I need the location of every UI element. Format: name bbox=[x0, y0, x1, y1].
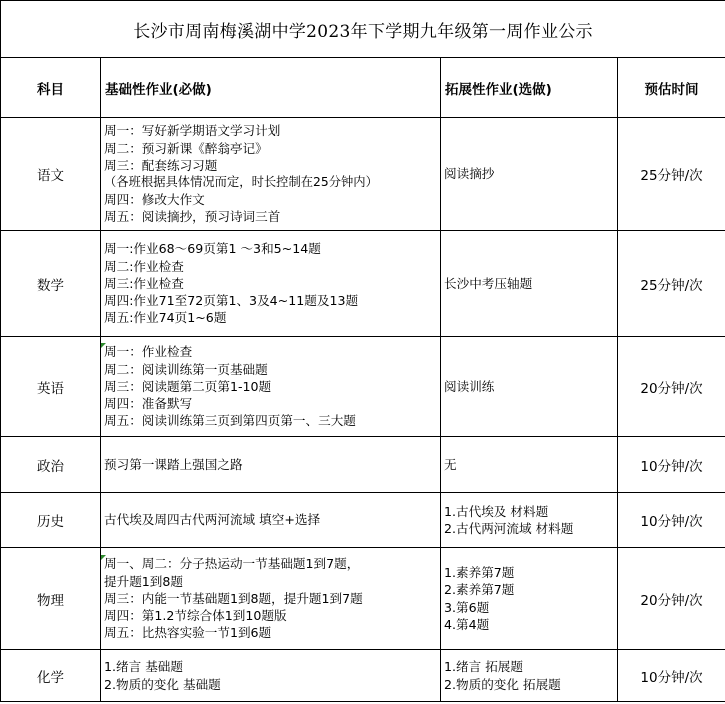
header-extended: 拓展性作业(选做) bbox=[441, 58, 618, 118]
extended-line: 4.第4题 bbox=[444, 616, 490, 632]
subject-cell: 历史 bbox=[1, 493, 101, 548]
title-row bbox=[1, 1, 725, 58]
basic-line: （各班根据具体情况而定，时长控制在25分钟内） bbox=[104, 175, 378, 189]
basic-line: 周四：第1.2节综合体1到10题版 bbox=[104, 608, 287, 624]
extended-homework-cell bbox=[441, 118, 618, 231]
subject-cell: 政治 bbox=[1, 437, 101, 493]
extended-line: 1.绪言 拓展题 bbox=[444, 659, 523, 675]
basic-line: 周一：写好新学期语文学习计划 bbox=[104, 123, 281, 139]
extended-line: 1.古代埃及 材料题 bbox=[444, 503, 549, 519]
basic-line: 周二：阅读训练第一页基础题 bbox=[104, 361, 268, 377]
table-row bbox=[1, 650, 725, 702]
extended-homework-cell bbox=[441, 437, 618, 493]
basic-line: 1.绪言 基础题 bbox=[104, 659, 183, 675]
basic-line: 周四：准备默写 bbox=[104, 396, 193, 412]
extended-line: 2.素养第7题 bbox=[444, 582, 515, 598]
time-cell: 10分钟/次 bbox=[618, 437, 725, 493]
extended-line: 阅读训练 bbox=[444, 378, 495, 394]
basic-line: 周三：配套练习习题 bbox=[104, 157, 218, 173]
basic-line: 预习第一课踏上强国之路 bbox=[104, 456, 243, 472]
basic-homework-cell bbox=[101, 650, 441, 702]
basic-line: 周五：阅读训练第三页到第四页第一、三大题 bbox=[104, 413, 356, 429]
basic-line: 周四：修改大作文 bbox=[104, 192, 205, 208]
basic-line: 周二:作业检查 bbox=[104, 258, 184, 274]
table-row bbox=[1, 337, 725, 437]
basic-homework-cell bbox=[101, 437, 441, 493]
extended-line: 长沙中考压轴题 bbox=[444, 275, 533, 291]
table-row bbox=[1, 118, 725, 231]
basic-line: 周一:作业68～69页第1 ～3和5~14题 bbox=[104, 241, 321, 257]
subject-cell: 数学 bbox=[1, 231, 101, 337]
extended-homework-cell bbox=[441, 337, 618, 437]
header-subject: 科目 bbox=[1, 58, 101, 118]
time-cell: 10分钟/次 bbox=[618, 650, 725, 702]
basic-homework-cell bbox=[101, 231, 441, 337]
basic-line: 周三：阅读题第二页第1-10题 bbox=[104, 378, 272, 394]
extended-line: 阅读摘抄 bbox=[444, 166, 495, 182]
basic-line: 周五：阅读摘抄，预习诗词三首 bbox=[104, 209, 281, 225]
extended-line: 2.物质的变化 拓展题 bbox=[444, 676, 561, 692]
table-row bbox=[1, 548, 725, 650]
table-row bbox=[1, 437, 725, 493]
time-cell: 25分钟/次 bbox=[618, 118, 725, 231]
header-basic: 基础性作业(必做) bbox=[101, 58, 441, 118]
basic-line: 周一：作业检查 bbox=[104, 343, 440, 360]
extended-line: 1.素养第7题 bbox=[444, 565, 515, 581]
basic-line: 2.物质的变化 基础题 bbox=[104, 676, 221, 692]
basic-line: 提升题1到8题 bbox=[104, 573, 183, 589]
extended-homework-cell bbox=[441, 548, 618, 650]
subject-cell: 物理 bbox=[1, 548, 101, 650]
extended-line: 无 bbox=[444, 456, 457, 472]
basic-homework-cell bbox=[101, 493, 441, 548]
basic-line: 周五：比热容实验一节1到6题 bbox=[104, 625, 272, 641]
subject-cell: 语文 bbox=[1, 118, 101, 231]
basic-line: 周四:作业71至72页第1、3及4~11题及13题 bbox=[104, 293, 359, 309]
extended-line: 3.第6题 bbox=[444, 599, 490, 615]
time-cell: 20分钟/次 bbox=[618, 337, 725, 437]
time-cell: 20分钟/次 bbox=[618, 548, 725, 650]
basic-line: 周五:作业74页1~6题 bbox=[104, 310, 227, 326]
basic-line: 古代埃及周四古代两河流域 填空+选择 bbox=[104, 512, 321, 528]
extended-line: 2.古代两河流域 材料题 bbox=[444, 521, 574, 536]
basic-line: 周二：预习新课《醉翁亭记》 bbox=[104, 140, 268, 156]
basic-homework-cell bbox=[101, 118, 441, 231]
table-row bbox=[1, 231, 725, 337]
header-time: 预估时间 bbox=[618, 58, 725, 118]
basic-homework-cell bbox=[101, 548, 441, 650]
extended-homework-cell bbox=[441, 231, 618, 337]
header-row bbox=[1, 58, 725, 118]
basic-line: 周三:作业检查 bbox=[104, 275, 184, 291]
subject-cell: 英语 bbox=[1, 337, 101, 437]
table-row bbox=[1, 493, 725, 548]
extended-homework-cell bbox=[441, 493, 618, 548]
subject-cell: 化学 bbox=[1, 650, 101, 702]
time-cell: 10分钟/次 bbox=[618, 493, 725, 548]
time-cell: 25分钟/次 bbox=[618, 231, 725, 337]
basic-homework-cell bbox=[101, 337, 441, 437]
sheet-title: 长沙市周南梅溪湖中学2023年下学期九年级第一周作业公示 bbox=[1, 1, 725, 58]
basic-line: 周一、周二：分子热运动一节基础题1到7题， bbox=[104, 555, 440, 572]
basic-line: 周三：内能一节基础题1到8题，提升题1到7题 bbox=[104, 590, 363, 606]
extended-homework-cell bbox=[441, 650, 618, 702]
